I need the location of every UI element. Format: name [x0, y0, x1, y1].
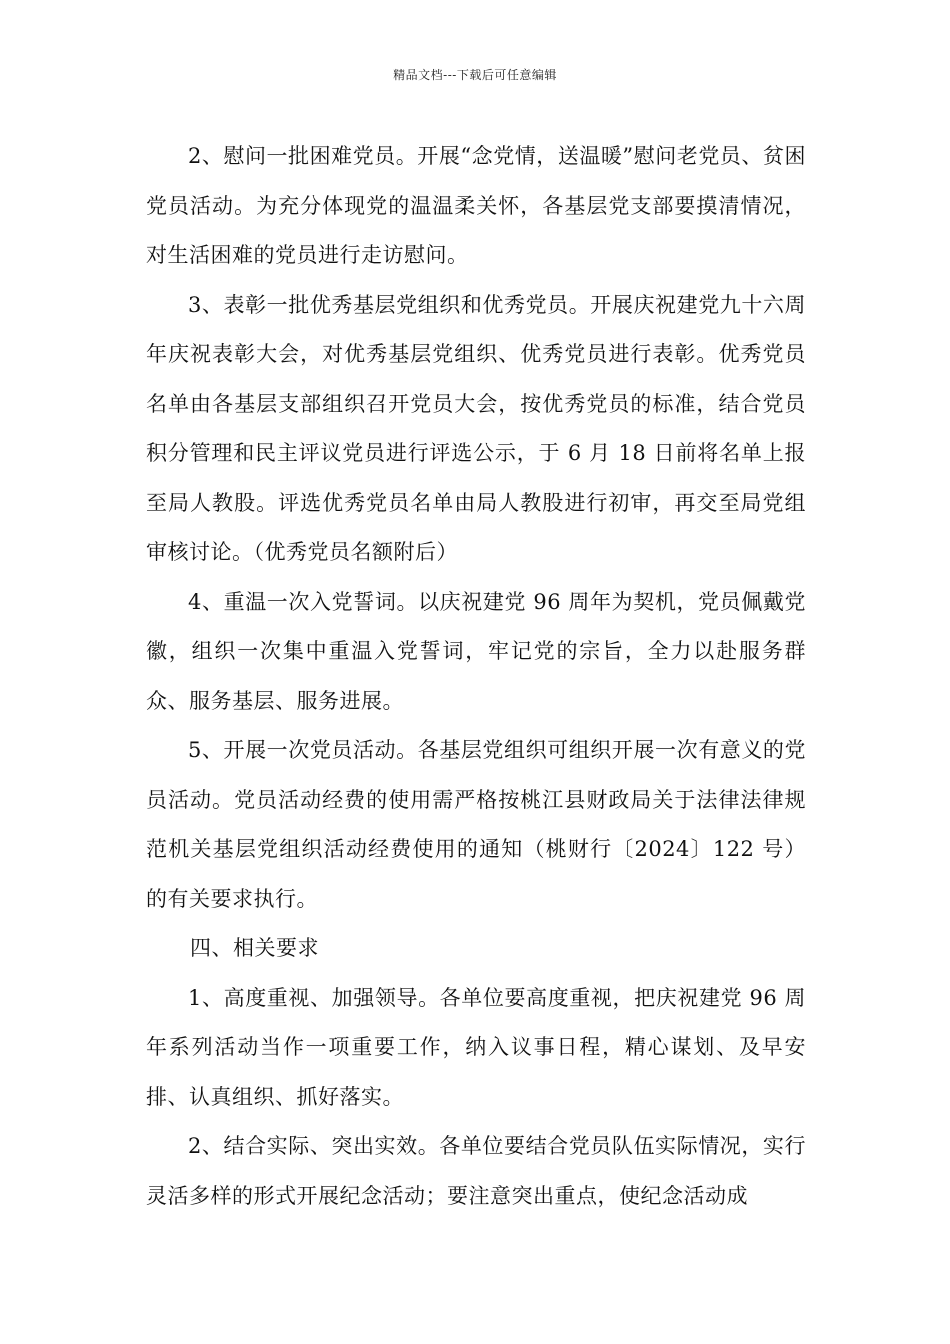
- section-heading-requirements: 四、相关要求: [190, 936, 319, 960]
- document-body: [146, 132, 806, 1221]
- paragraph-commend-excellent: 3、表彰一批优秀基层党组织和优秀党员。开展庆祝建党九十六周年庆祝表彰大会，对优秀基层党组织、优秀党员进行表彰。优秀党员名单由各基层支部组织召开党员大会，按优秀党员的标准，结合党员积分管理和民主评议党员进行评选公示，于 6 月 18 日前将名单上报至局人教股。评选优秀党员名单由局人教股进行初审，再交至局党组审核讨论。（优秀党员名额附后）: [146, 292, 806, 564]
- paragraph-practical-results: 2、结合实际、突出实效。各单位要结合党员队伍实际情况，实行灵活多样的形式开展纪念活动；要注意突出重点，使纪念活动成: [146, 1134, 806, 1208]
- paragraph-member-activity: 5、开展一次党员活动。各基层党组织可组织开展一次有意义的党员活动。党员活动经费的使用需严格按桃江县财政局关于法律法律规范机关基层党组织活动经费使用的通知（桃财行〔2024〕122 号）的有关要求执行。: [146, 738, 806, 911]
- paragraph-renew-oath: 4、重温一次入党誓词。以庆祝建党 96 周年为契机，党员佩戴党徽，组织一次集中重温入党誓词，牢记党的宗旨，全力以赴服务群众、服务基层、服务进展。: [146, 589, 806, 713]
- page-header: 精品文档---下载后可任意编辑: [393, 68, 557, 82]
- paragraph-visit-needy-members: 2、慰问一批困难党员。开展“念党情，送温暖”慰问老党员、贫困党员活动。为充分体现党的温温柔关怀，各基层党支部要摸清情况，对生活困难的党员进行走访慰问。: [146, 144, 806, 267]
- paragraph-attach-importance: 1、高度重视、加强领导。各单位要高度重视，把庆祝建党 96 周年系列活动当作一项重要工作，纳入议事日程，精心谋划、及早安排、认真组织、抓好落实。: [146, 985, 806, 1109]
